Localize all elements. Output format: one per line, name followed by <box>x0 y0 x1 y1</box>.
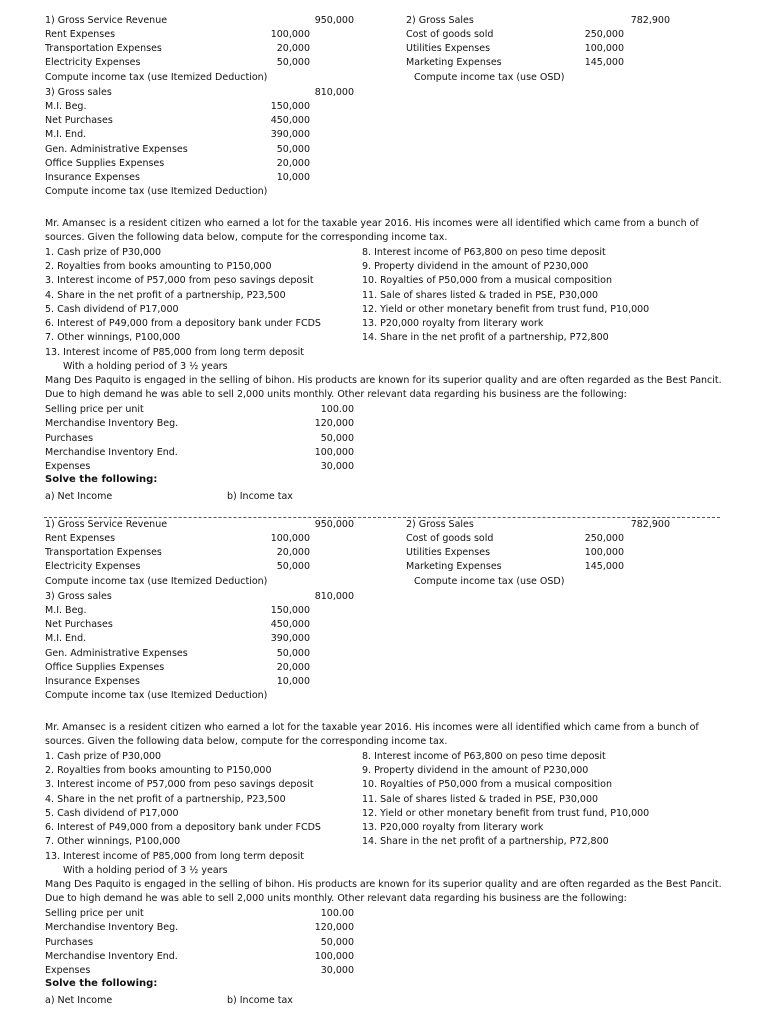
p3-row-label: Insurance Expenses <box>45 172 140 183</box>
p1-row-label: Electricity Expenses <box>45 561 141 572</box>
p2-title: 2) Gross Sales <box>406 519 474 530</box>
paquito-row-value: 30,000 <box>320 965 354 976</box>
p3-row-label: Office Supplies Expenses <box>45 158 165 169</box>
p1-row-value: 100,000 <box>270 29 310 40</box>
paquito-row-value: 100,000 <box>314 951 354 962</box>
amansec-item: 9. Property dividend in the amount of P230,000 <box>362 765 589 776</box>
part-b-label: b) Income tax <box>227 491 293 502</box>
p1-title: 1) Gross Service Revenue <box>45 15 168 26</box>
p1-title-value: 950,000 <box>314 519 354 530</box>
paquito-row-label: Expenses <box>45 461 91 472</box>
p2-row-value: 145,000 <box>584 57 624 68</box>
p2-title-value: 782,900 <box>630 15 670 26</box>
amansec-item: 3. Interest income of P57,000 from peso savings deposit <box>45 275 314 286</box>
paquito-row-label: Merchandise Inventory End. <box>45 447 178 458</box>
paquito-row-label: Selling price per unit <box>45 404 144 415</box>
part-a-label: a) Net Income <box>45 995 113 1006</box>
paquito-row-label: Purchases <box>45 433 94 444</box>
paquito-intro: Mang Des Paquito is engaged in the selling of bihon. His products are known for its superior quality and are often regarded as the Best Pancit. Due to high demand he was able to sell 2,000 units monthly. Other relevant data regarding his business are the following: <box>45 375 722 400</box>
amansec-holding: With a holding period of 3 ½ years <box>63 361 228 372</box>
p1-row-label: Rent Expenses <box>45 29 116 40</box>
p1-row-value: 20,000 <box>276 547 310 558</box>
paquito-row-label: Expenses <box>45 965 91 976</box>
paquito-row-label: Merchandise Inventory Beg. <box>45 922 179 933</box>
p2-instruction: Compute income tax (use OSD) <box>414 72 565 83</box>
p3-row-value: 150,000 <box>270 101 310 112</box>
p1-row-value: 20,000 <box>276 43 310 54</box>
p3-row-label: M.I. End. <box>45 129 87 140</box>
p3-instruction: Compute income tax (use Itemized Deduction) <box>45 690 268 701</box>
part-a-label: a) Net Income <box>45 491 113 502</box>
amansec-item: 6. Interest of P49,000 from a depository bank under FCDS <box>45 822 321 833</box>
amansec-item: 5. Cash dividend of P17,000 <box>45 808 179 819</box>
amansec-item: 7. Other winnings, P100,000 <box>45 836 181 847</box>
p1-row-label: Transportation Expenses <box>45 547 162 558</box>
p2-instruction: Compute income tax (use OSD) <box>414 576 565 587</box>
p3-row-value: 50,000 <box>276 648 310 659</box>
p3-row-label: M.I. Beg. <box>45 605 87 616</box>
p3-row-label: Gen. Administrative Expenses <box>45 144 188 155</box>
amansec-item: 5. Cash dividend of P17,000 <box>45 304 179 315</box>
p3-row-label: M.I. Beg. <box>45 101 87 112</box>
p3-row-label: M.I. End. <box>45 633 87 644</box>
p3-row-value: 50,000 <box>276 144 310 155</box>
p2-row-value: 250,000 <box>584 533 624 544</box>
paquito-row-label: Merchandise Inventory Beg. <box>45 418 179 429</box>
p1-row-label: Electricity Expenses <box>45 57 141 68</box>
p1-row-value: 50,000 <box>276 57 310 68</box>
p3-row-value: 10,000 <box>276 172 310 183</box>
p3-title-value: 810,000 <box>314 87 354 98</box>
amansec-item: 13. P20,000 royalty from literary work <box>362 822 544 833</box>
paquito-row-label: Selling price per unit <box>45 908 144 919</box>
amansec-item: 2. Royalties from books amounting to P150,000 <box>45 765 272 776</box>
p2-row-label: Utilities Expenses <box>406 547 491 558</box>
worksheet-top <box>0 8 768 512</box>
amansec-item: 13. P20,000 royalty from literary work <box>362 318 544 329</box>
part-b-label: b) Income tax <box>227 995 293 1006</box>
p2-row-value: 100,000 <box>584 547 624 558</box>
paquito-row-label: Purchases <box>45 937 94 948</box>
paquito-row-label: Merchandise Inventory End. <box>45 951 178 962</box>
amansec-item: 4. Share in the net profit of a partnership, P23,500 <box>45 794 286 805</box>
p3-instruction: Compute income tax (use Itemized Deduction) <box>45 186 268 197</box>
paquito-row-value: 120,000 <box>314 418 354 429</box>
amansec-item: 10. Royalties of P50,000 from a musical composition <box>362 275 612 286</box>
amansec-item: 4. Share in the net profit of a partnership, P23,500 <box>45 290 286 301</box>
paquito-row-value: 100,000 <box>314 447 354 458</box>
solve-heading: Solve the following: <box>45 474 158 485</box>
amansec-item: 14. Share in the net profit of a partnership, P72,800 <box>362 332 609 343</box>
p1-row-value: 50,000 <box>276 561 310 572</box>
paquito-row-value: 30,000 <box>320 461 354 472</box>
paquito-row-value: 50,000 <box>320 433 354 444</box>
p3-row-label: Net Purchases <box>45 115 113 126</box>
amansec-item: 9. Property dividend in the amount of P230,000 <box>362 261 589 272</box>
amansec-item: 13. Interest income of P85,000 from long term deposit <box>45 347 305 358</box>
amansec-intro: Mr. Amansec is a resident citizen who earned a lot for the taxable year 2016. His incomes were all identified which came from a bunch of sources. Given the following data below, compute for the corresponding income tax. <box>45 722 699 747</box>
amansec-item: 14. Share in the net profit of a partnership, P72,800 <box>362 836 609 847</box>
p3-row-value: 150,000 <box>270 605 310 616</box>
p3-row-value: 450,000 <box>270 619 310 630</box>
paquito-row-value: 120,000 <box>314 922 354 933</box>
amansec-item: 12. Yield or other monetary benefit from trust fund, P10,000 <box>362 808 650 819</box>
p1-instruction: Compute income tax (use Itemized Deduction) <box>45 576 268 587</box>
amansec-item: 1. Cash prize of P30,000 <box>45 751 162 762</box>
amansec-holding: With a holding period of 3 ½ years <box>63 865 228 876</box>
p2-row-label: Cost of goods sold <box>406 533 494 544</box>
p2-row-label: Cost of goods sold <box>406 29 494 40</box>
p1-row-label: Rent Expenses <box>45 533 116 544</box>
p3-row-value: 10,000 <box>276 676 310 687</box>
worksheet-bottom <box>0 512 768 1016</box>
paquito-row-value: 100.00 <box>320 404 354 415</box>
p2-row-value: 100,000 <box>584 43 624 54</box>
p1-row-label: Transportation Expenses <box>45 43 162 54</box>
p3-row-value: 450,000 <box>270 115 310 126</box>
p3-row-value: 20,000 <box>276 662 310 673</box>
p2-row-label: Marketing Expenses <box>406 57 502 68</box>
amansec-item: 11. Sale of shares listed & traded in PSE, P30,000 <box>362 290 599 301</box>
p3-title-value: 810,000 <box>314 591 354 602</box>
p1-title: 1) Gross Service Revenue <box>45 519 168 530</box>
paquito-intro: Mang Des Paquito is engaged in the selling of bihon. His products are known for its superior quality and are often regarded as the Best Pancit. Due to high demand he was able to sell 2,000 units monthly. Other relevant data regarding his business are the following: <box>45 879 722 904</box>
amansec-item: 10. Royalties of P50,000 from a musical composition <box>362 779 612 790</box>
amansec-item: 2. Royalties from books amounting to P150,000 <box>45 261 272 272</box>
p2-row-value: 145,000 <box>584 561 624 572</box>
amansec-item: 8. Interest income of P63,800 on peso time deposit <box>362 751 606 762</box>
p2-row-label: Utilities Expenses <box>406 43 491 54</box>
p3-row-value: 20,000 <box>276 158 310 169</box>
p1-title-value: 950,000 <box>314 15 354 26</box>
amansec-item: 3. Interest income of P57,000 from peso savings deposit <box>45 779 314 790</box>
amansec-item: 7. Other winnings, P100,000 <box>45 332 181 343</box>
amansec-item: 8. Interest income of P63,800 on peso time deposit <box>362 247 606 258</box>
amansec-item: 13. Interest income of P85,000 from long term deposit <box>45 851 305 862</box>
p3-row-label: Insurance Expenses <box>45 676 140 687</box>
p3-row-value: 390,000 <box>270 633 310 644</box>
p2-title-value: 782,900 <box>630 519 670 530</box>
amansec-item: 1. Cash prize of P30,000 <box>45 247 162 258</box>
p1-row-value: 100,000 <box>270 533 310 544</box>
p3-title: 3) Gross sales <box>45 591 112 602</box>
paquito-row-value: 50,000 <box>320 937 354 948</box>
amansec-item: 12. Yield or other monetary benefit from trust fund, P10,000 <box>362 304 650 315</box>
p2-row-label: Marketing Expenses <box>406 561 502 572</box>
p2-title: 2) Gross Sales <box>406 15 474 26</box>
p2-row-value: 250,000 <box>584 29 624 40</box>
p3-row-value: 390,000 <box>270 129 310 140</box>
amansec-item: 6. Interest of P49,000 from a depository bank under FCDS <box>45 318 321 329</box>
p3-title: 3) Gross sales <box>45 87 112 98</box>
amansec-intro: Mr. Amansec is a resident citizen who earned a lot for the taxable year 2016. His incomes were all identified which came from a bunch of sources. Given the following data below, compute for the corresponding income tax. <box>45 218 699 243</box>
amansec-item: 11. Sale of shares listed & traded in PSE, P30,000 <box>362 794 599 805</box>
p3-row-label: Gen. Administrative Expenses <box>45 648 188 659</box>
solve-heading: Solve the following: <box>45 978 158 989</box>
p1-instruction: Compute income tax (use Itemized Deduction) <box>45 72 268 83</box>
p3-row-label: Office Supplies Expenses <box>45 662 165 673</box>
p3-row-label: Net Purchases <box>45 619 113 630</box>
paquito-row-value: 100.00 <box>320 908 354 919</box>
